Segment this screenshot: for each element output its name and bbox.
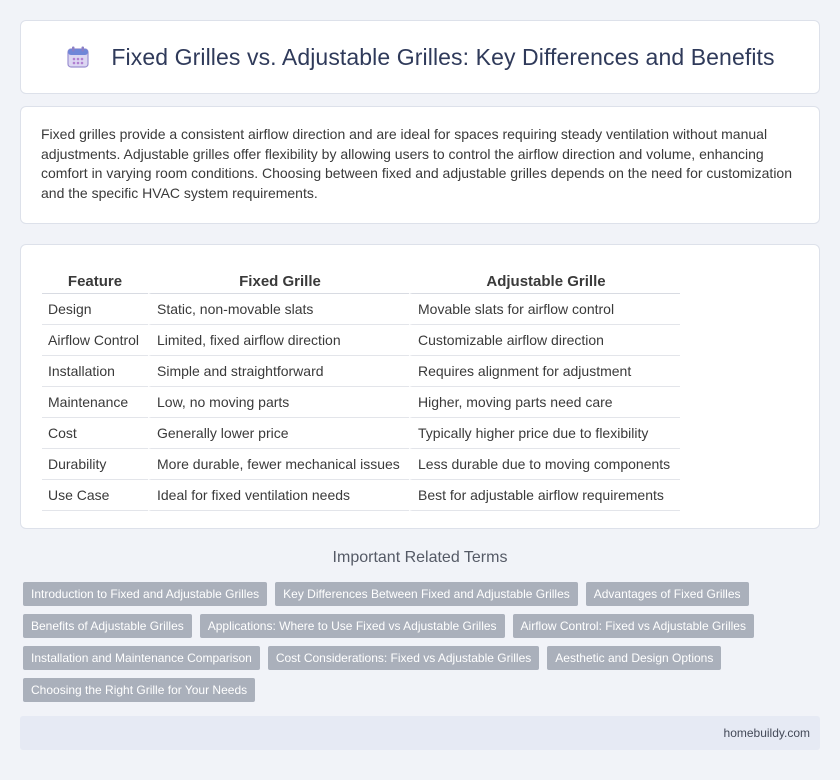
adjustable-cell: Requires alignment for adjustment (409, 356, 680, 387)
feature-cell: Design (42, 294, 148, 325)
feature-cell: Durability (42, 449, 148, 480)
adjustable-cell: Movable slats for airflow control (409, 294, 680, 325)
comparison-table (42, 263, 680, 511)
table-row (42, 480, 680, 511)
fixed-cell: Low, no moving parts (148, 387, 409, 418)
related-term-tag[interactable]: Airflow Control: Fixed vs Adjustable Grilles (513, 614, 754, 638)
feature-cell: Use Case (42, 480, 148, 511)
related-term-tag[interactable]: Advantages of Fixed Grilles (586, 582, 749, 606)
feature-cell: Cost (42, 418, 148, 449)
related-terms-title: Important Related Terms (332, 549, 508, 566)
intro-paragraph: Fixed grilles provide a consistent airflow direction and are ideal for spaces requiring steady ventilation without manual adjustments. Adjustable grilles offer flexibility by allowing users to control the airflow direction and volume, enhancing comfort in varying room conditions. Choosing between fixed and adjustable grilles depends on the need for customization and the specific HVAC system requirements. (41, 126, 792, 201)
table-row (42, 325, 680, 356)
adjustable-cell: Typically higher price due to flexibility (409, 418, 680, 449)
comparison-card (20, 244, 820, 529)
related-term-tag[interactable]: Installation and Maintenance Comparison (23, 646, 260, 670)
adjustable-cell: Less durable due to moving components (409, 449, 680, 480)
fixed-cell: Static, non-movable slats (148, 294, 409, 325)
footer-bar (20, 716, 820, 750)
related-term-tag[interactable]: Choosing the Right Grille for Your Needs (23, 678, 255, 702)
calendar-icon (65, 44, 91, 70)
header-card (20, 20, 820, 94)
table-row (42, 294, 680, 325)
related-terms-list (23, 582, 813, 702)
feature-cell: Installation (42, 356, 148, 387)
footer-site-link[interactable]: homebuildy.com (723, 726, 810, 740)
adjustable-cell: Customizable airflow direction (409, 325, 680, 356)
fixed-cell: More durable, fewer mechanical issues (148, 449, 409, 480)
fixed-cell: Limited, fixed airflow direction (148, 325, 409, 356)
header-fixed-grille: Fixed Grille (148, 263, 409, 294)
feature-cell: Airflow Control (42, 325, 148, 356)
table-header-row (42, 263, 680, 294)
related-term-tag[interactable]: Introduction to Fixed and Adjustable Grilles (23, 582, 267, 606)
related-term-tag[interactable]: Cost Considerations: Fixed vs Adjustable Grilles (268, 646, 539, 670)
adjustable-cell: Higher, moving parts need care (409, 387, 680, 418)
page-title: Fixed Grilles vs. Adjustable Grilles: Key Differences and Benefits (111, 43, 775, 70)
adjustable-cell: Best for adjustable airflow requirements (409, 480, 680, 511)
fixed-cell: Generally lower price (148, 418, 409, 449)
related-term-tag[interactable]: Aesthetic and Design Options (547, 646, 721, 670)
header-adjustable-grille: Adjustable Grille (409, 263, 680, 294)
intro-card (20, 106, 820, 224)
table-row (42, 418, 680, 449)
related-term-tag[interactable]: Benefits of Adjustable Grilles (23, 614, 192, 638)
table-row (42, 356, 680, 387)
table-row (42, 387, 680, 418)
related-term-tag[interactable]: Applications: Where to Use Fixed vs Adjustable Grilles (200, 614, 505, 638)
title-wrap (65, 44, 774, 71)
related-term-tag[interactable]: Key Differences Between Fixed and Adjustable Grilles (275, 582, 578, 606)
table-row (42, 449, 680, 480)
fixed-cell: Simple and straightforward (148, 356, 409, 387)
header-feature: Feature (42, 263, 148, 294)
feature-cell: Maintenance (42, 387, 148, 418)
fixed-cell: Ideal for fixed ventilation needs (148, 480, 409, 511)
